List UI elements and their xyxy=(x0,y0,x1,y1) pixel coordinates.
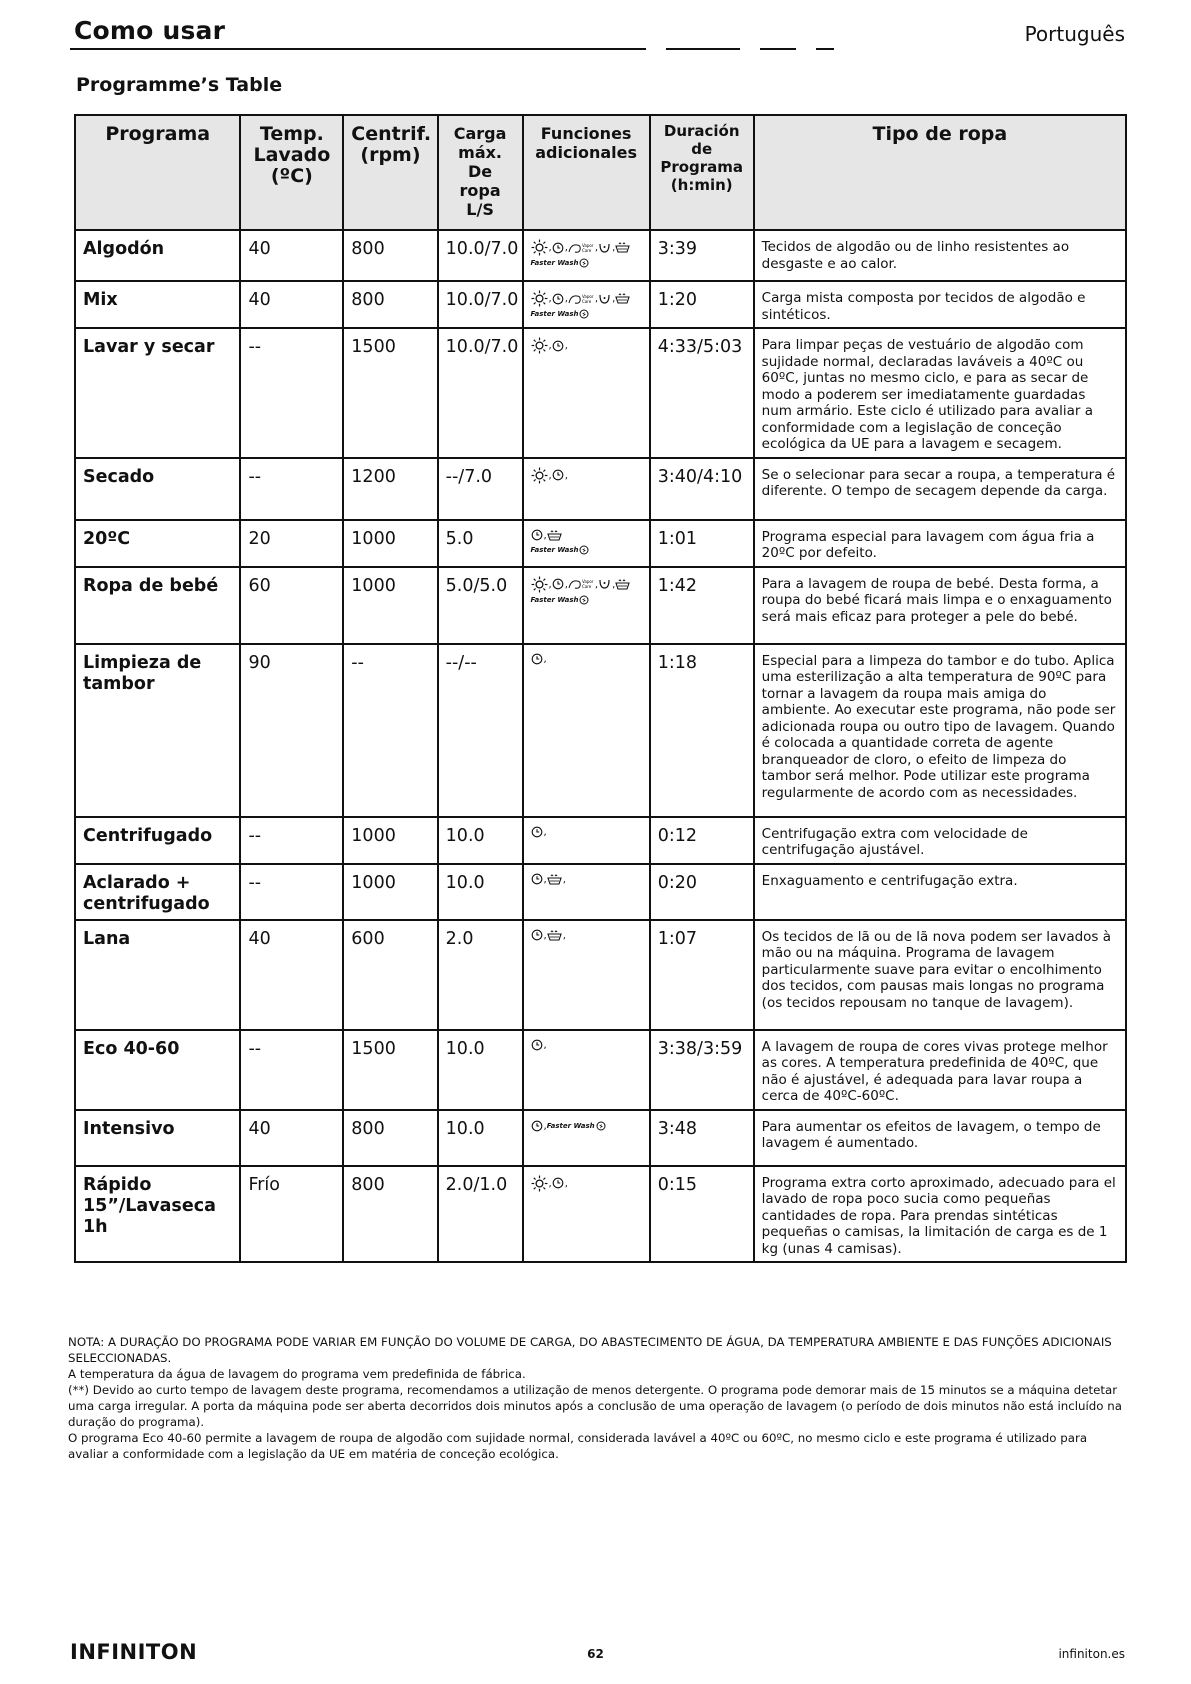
table-row xyxy=(75,1030,1126,1110)
table-body xyxy=(75,230,1126,1262)
tipo-cell: Se o selecionar para secar a roupa, a temperatura é diferente. O tempo de secagem depende da carga. xyxy=(754,458,1126,520)
carga-cell: 2.0 xyxy=(438,920,523,1030)
programa-cell: 20ºC xyxy=(75,520,240,567)
temp-cell: -- xyxy=(240,458,343,520)
sun-icon xyxy=(531,239,548,256)
vapor-care-icon xyxy=(568,577,594,591)
temp-cell: 90 xyxy=(240,644,343,817)
programa-cell: Aclarado + centrifugado xyxy=(75,864,240,920)
funciones-cell: , , xyxy=(523,864,650,920)
svg-text:INFINITON: INFINITON xyxy=(70,1640,198,1662)
programa-cell: Eco 40-60 xyxy=(75,1030,240,1110)
note-0: NOTA: A DURAÇÃO DO PROGRAMA PODE VARIAR EM FUNÇÃO DO VOLUME DE CARGA, DO ABASTECIMENTO DE ÁGUA, DA TEMPERATURA AMBIENTE E DAS FUNÇÕES ADICIONAIS SELECCIONADAS. xyxy=(68,1335,1112,1365)
duracion-cell: 1:01 xyxy=(650,520,754,567)
programa-cell: Intensivo xyxy=(75,1110,240,1166)
funciones-cell: , , xyxy=(523,328,650,458)
duracion-cell: 1:07 xyxy=(650,920,754,1030)
centrif-cell: 800 xyxy=(343,281,437,328)
note-1: A temperatura da água de lavagem do programa vem predefinida de fábrica. xyxy=(68,1367,526,1381)
centrif-cell: 600 xyxy=(343,920,437,1030)
note-3: O programa Eco 40-60 permite a lavagem de roupa de algodão com sujidade normal, considerada lavável a 40ºC ou 60ºC, no mesmo ciclo e este programa é utilizado para avaliar a conformidade com a legislação da UE em matéria de conceção ecológica. xyxy=(68,1431,1088,1461)
rinse-icon xyxy=(598,242,611,254)
sun-icon xyxy=(531,576,548,593)
svg-text:Vapor: Vapor xyxy=(581,242,594,248)
col-header-temp: Temp. Lavado (ºC) xyxy=(240,115,343,230)
wash-tub-icon xyxy=(615,292,630,305)
centrif-cell: 1000 xyxy=(343,567,437,644)
language-label: Português xyxy=(1024,22,1125,46)
duracion-cell: 3:38/3:59 xyxy=(650,1030,754,1110)
temp-cell: -- xyxy=(240,817,343,864)
carga-cell: --/7.0 xyxy=(438,458,523,520)
note-2: (**) Devido ao curto tempo de lavagem deste programa, recomendamos a utilização de menos detergente. O programa pode demorar mais de 15 minutos se a máquina detetar uma carga irregular. A porta da máquina pode ser aberta decorridos dois minutos após a conclusão de uma operação de lavagem (o período de dois minutos não está incluído na duração do programa). xyxy=(68,1383,1122,1429)
funciones-cell: , , xyxy=(523,1166,650,1263)
temp-cell: 40 xyxy=(240,281,343,328)
wash-tub-icon xyxy=(547,873,562,886)
col-header-duracion: Duración de Programa (h:min) xyxy=(650,115,754,230)
faster-wash-label: Faster Wash xyxy=(546,1121,595,1130)
programa-cell: Secado xyxy=(75,458,240,520)
wash-tub-icon xyxy=(615,578,630,591)
tipo-cell: Programa especial para lavagem com água fria a 20ºC por defeito. xyxy=(754,520,1126,567)
funciones-cell: , , Vapor Care , , Faster Wash xyxy=(523,230,650,281)
temp-cell: 60 xyxy=(240,567,343,644)
clock-icon xyxy=(531,873,543,885)
carga-cell: 10.0/7.0 xyxy=(438,328,523,458)
svg-text:Care: Care xyxy=(581,584,592,589)
tipo-cell: A lavagem de roupa de cores vivas protege melhor as cores. A temperatura predefinida de 40ºC, que não é ajustável, é adequada para lavar roupa a cerca de 40ºC-60ºC. xyxy=(754,1030,1126,1110)
col-header-carga: Carga máx. De ropa L/S xyxy=(438,115,523,230)
duracion-cell: 0:20 xyxy=(650,864,754,920)
programa-cell: Mix xyxy=(75,281,240,328)
table-row xyxy=(75,567,1126,644)
clock-icon xyxy=(531,529,543,541)
carga-cell: 10.0 xyxy=(438,1030,523,1110)
duracion-cell: 4:33/5:03 xyxy=(650,328,754,458)
table-row xyxy=(75,281,1126,328)
faster-wash-icon xyxy=(579,309,589,319)
vapor-care-icon xyxy=(568,292,594,306)
col-header-tipo: Tipo de ropa xyxy=(754,115,1126,230)
tipo-cell: Programa extra corto aproximado, adecuado para el lavado de ropa poco sucia como pequeñas cantidades de ropa. Para prendas sintéticas pequeñas o camisas, la limitación de carga es de 1 kg (unas 4 camisas). xyxy=(754,1166,1126,1263)
faster-wash-label: Faster Wash xyxy=(530,546,579,554)
clock-icon xyxy=(531,1120,543,1132)
programa-cell: Ropa de bebé xyxy=(75,567,240,644)
funciones-cell: , , Vapor Care , , Faster Wash xyxy=(523,567,650,644)
duracion-cell: 3:48 xyxy=(650,1110,754,1166)
funciones-cell: , xyxy=(523,1030,650,1110)
faster-wash-icon xyxy=(579,258,589,268)
svg-text:Care: Care xyxy=(581,247,592,253)
programa-cell: Rápido 15”/Lavaseca 1h xyxy=(75,1166,240,1263)
header-rule-dash xyxy=(816,48,834,50)
table-row xyxy=(75,230,1126,281)
faster-wash-icon xyxy=(579,595,589,605)
carga-cell: 5.0/5.0 xyxy=(438,567,523,644)
centrif-cell: 1000 xyxy=(343,520,437,567)
temp-cell: -- xyxy=(240,1030,343,1110)
table-row xyxy=(75,1110,1126,1166)
tipo-cell: Para limpar peças de vestuário de algodão com sujidade normal, declaradas laváveis a 40ºC ou 60ºC, juntas no mesmo ciclo, e para as secar de modo a poderem ser imediatamente guardadas num armário. Este ciclo é utilizado para avaliar a conformidade com a legislação de conceção ecológica da UE para a lavagem e secagem. xyxy=(754,328,1126,458)
duracion-cell: 3:39 xyxy=(650,230,754,281)
funciones-cell: , xyxy=(523,644,650,817)
sun-icon xyxy=(531,467,548,484)
programa-cell: Lana xyxy=(75,920,240,1030)
clock-icon xyxy=(552,340,564,352)
clock-icon xyxy=(531,826,543,838)
table-row xyxy=(75,458,1126,520)
temp-cell: 20 xyxy=(240,520,343,567)
svg-text:Care: Care xyxy=(581,298,592,304)
centrif-cell: 1500 xyxy=(343,328,437,458)
carga-cell: 2.0/1.0 xyxy=(438,1166,523,1263)
temp-cell: 40 xyxy=(240,920,343,1030)
col-header-funciones: Funciones adicionales xyxy=(523,115,650,230)
sun-icon xyxy=(531,1175,548,1192)
carga-cell: --/-- xyxy=(438,644,523,817)
table-row xyxy=(75,520,1126,567)
funciones-cell: , , Vapor Care , , Faster Wash xyxy=(523,281,650,328)
clock-icon xyxy=(531,1039,543,1051)
table-row xyxy=(75,920,1126,1030)
svg-text:Vapor: Vapor xyxy=(581,293,594,299)
carga-cell: 10.0 xyxy=(438,817,523,864)
faster-wash-label: Faster Wash xyxy=(530,259,579,267)
faster-wash-label: Faster Wash xyxy=(530,595,579,604)
section-title: Programme’s Table xyxy=(76,74,283,96)
wash-tub-icon xyxy=(547,929,562,942)
carga-cell: 5.0 xyxy=(438,520,523,567)
notes xyxy=(68,1334,1128,1462)
programa-cell: Centrifugado xyxy=(75,817,240,864)
centrif-cell: -- xyxy=(343,644,437,817)
duracion-cell: 0:15 xyxy=(650,1166,754,1263)
clock-icon xyxy=(531,653,543,665)
duracion-cell: 1:18 xyxy=(650,644,754,817)
funciones-cell: , , xyxy=(523,458,650,520)
duracion-cell: 0:12 xyxy=(650,817,754,864)
carga-cell: 10.0 xyxy=(438,1110,523,1166)
faster-wash-icon xyxy=(596,1121,606,1131)
clock-icon xyxy=(552,578,564,590)
tipo-cell: Enxaguamento e centrifugação extra. xyxy=(754,864,1126,920)
centrif-cell: 800 xyxy=(343,1166,437,1263)
funciones-cell: ,Faster Wash xyxy=(523,1110,650,1166)
table-row xyxy=(75,328,1126,458)
temp-cell: -- xyxy=(240,328,343,458)
tipo-cell: Carga mista composta por tecidos de algodão e sintéticos. xyxy=(754,281,1126,328)
svg-text:Vapor: Vapor xyxy=(581,579,594,584)
table-row xyxy=(75,864,1126,920)
website: infiniton.es xyxy=(1058,1647,1125,1661)
sun-icon xyxy=(531,290,548,307)
clock-icon xyxy=(552,293,564,305)
centrif-cell: 1200 xyxy=(343,458,437,520)
col-header-centrif: Centrif. (rpm) xyxy=(343,115,437,230)
temp-cell: 40 xyxy=(240,1110,343,1166)
col-header-programa: Programa xyxy=(75,115,240,230)
duracion-cell: 1:42 xyxy=(650,567,754,644)
rinse-icon xyxy=(598,578,611,590)
page-title: Como usar xyxy=(74,16,226,45)
tipo-cell: Os tecidos de lã ou de lã nova podem ser lavados à mão ou na máquina. Programa de lavagem particularmente suave para evitar o encolhimento dos tecidos, com pausas mais longas no programa (os tecidos repousam no tanque de lavagem). xyxy=(754,920,1126,1030)
tipo-cell: Para aumentar os efeitos de lavagem, o tempo de lavagem é aumentado. xyxy=(754,1110,1126,1166)
clock-icon xyxy=(552,1177,564,1189)
duracion-cell: 1:20 xyxy=(650,281,754,328)
temp-cell: -- xyxy=(240,864,343,920)
clock-icon xyxy=(552,242,564,254)
table-header-row xyxy=(75,115,1126,230)
funciones-cell: , Faster Wash xyxy=(523,520,650,567)
programme-table xyxy=(74,114,1127,1263)
header-rule-dash xyxy=(760,48,796,50)
centrif-cell: 1000 xyxy=(343,817,437,864)
funciones-cell: , xyxy=(523,817,650,864)
clock-icon xyxy=(552,469,564,481)
funciones-cell: , , xyxy=(523,920,650,1030)
header-rule-dash xyxy=(666,48,740,50)
table-row xyxy=(75,644,1126,817)
table-row xyxy=(75,817,1126,864)
header-rule xyxy=(70,48,646,50)
duracion-cell: 3:40/4:10 xyxy=(650,458,754,520)
faster-wash-icon xyxy=(579,545,589,555)
centrif-cell: 800 xyxy=(343,230,437,281)
sun-icon xyxy=(531,337,548,354)
programa-cell: Limpieza de tambor xyxy=(75,644,240,817)
clock-icon xyxy=(531,929,543,941)
rinse-icon xyxy=(598,293,611,305)
programa-cell: Algodón xyxy=(75,230,240,281)
tipo-cell: Para a lavagem de roupa de bebé. Desta forma, a roupa do bebé ficará mais limpa e o enxaguamento será mais eficaz para proteger a pele do bebé. xyxy=(754,567,1126,644)
table-row xyxy=(75,1166,1126,1263)
centrif-cell: 1000 xyxy=(343,864,437,920)
carga-cell: 10.0 xyxy=(438,864,523,920)
wash-tub-icon xyxy=(615,241,630,254)
vapor-care-icon xyxy=(568,241,594,255)
temp-cell: Frío xyxy=(240,1166,343,1263)
programa-cell: Lavar y secar xyxy=(75,328,240,458)
faster-wash-label: Faster Wash xyxy=(530,310,579,318)
wash-tub-icon xyxy=(547,529,562,542)
temp-cell: 40 xyxy=(240,230,343,281)
centrif-cell: 1500 xyxy=(343,1030,437,1110)
centrif-cell: 800 xyxy=(343,1110,437,1166)
carga-cell: 10.0/7.0 xyxy=(438,230,523,281)
tipo-cell: Centrifugação extra com velocidade de centrifugação ajustável. xyxy=(754,817,1126,864)
tipo-cell: Tecidos de algodão ou de linho resistentes ao desgaste e ao calor. xyxy=(754,230,1126,281)
page-number: 62 xyxy=(587,1647,604,1661)
carga-cell: 10.0/7.0 xyxy=(438,281,523,328)
tipo-cell: Especial para a limpeza do tambor e do tubo. Aplica uma esterilização a alta temperatura de 90ºC para tornar a lavagem da roupa mais amiga do ambiente. Ao executar este programa, não pode ser adicionada roupa ou outro tipo de lavagem. Quando é colocada a quantidade correta de agente branqueador de cloro, o efeito de limpeza do tambor será melhor. Pode utilizar este programa regularmente de acordo com as necessidades. xyxy=(754,644,1126,817)
